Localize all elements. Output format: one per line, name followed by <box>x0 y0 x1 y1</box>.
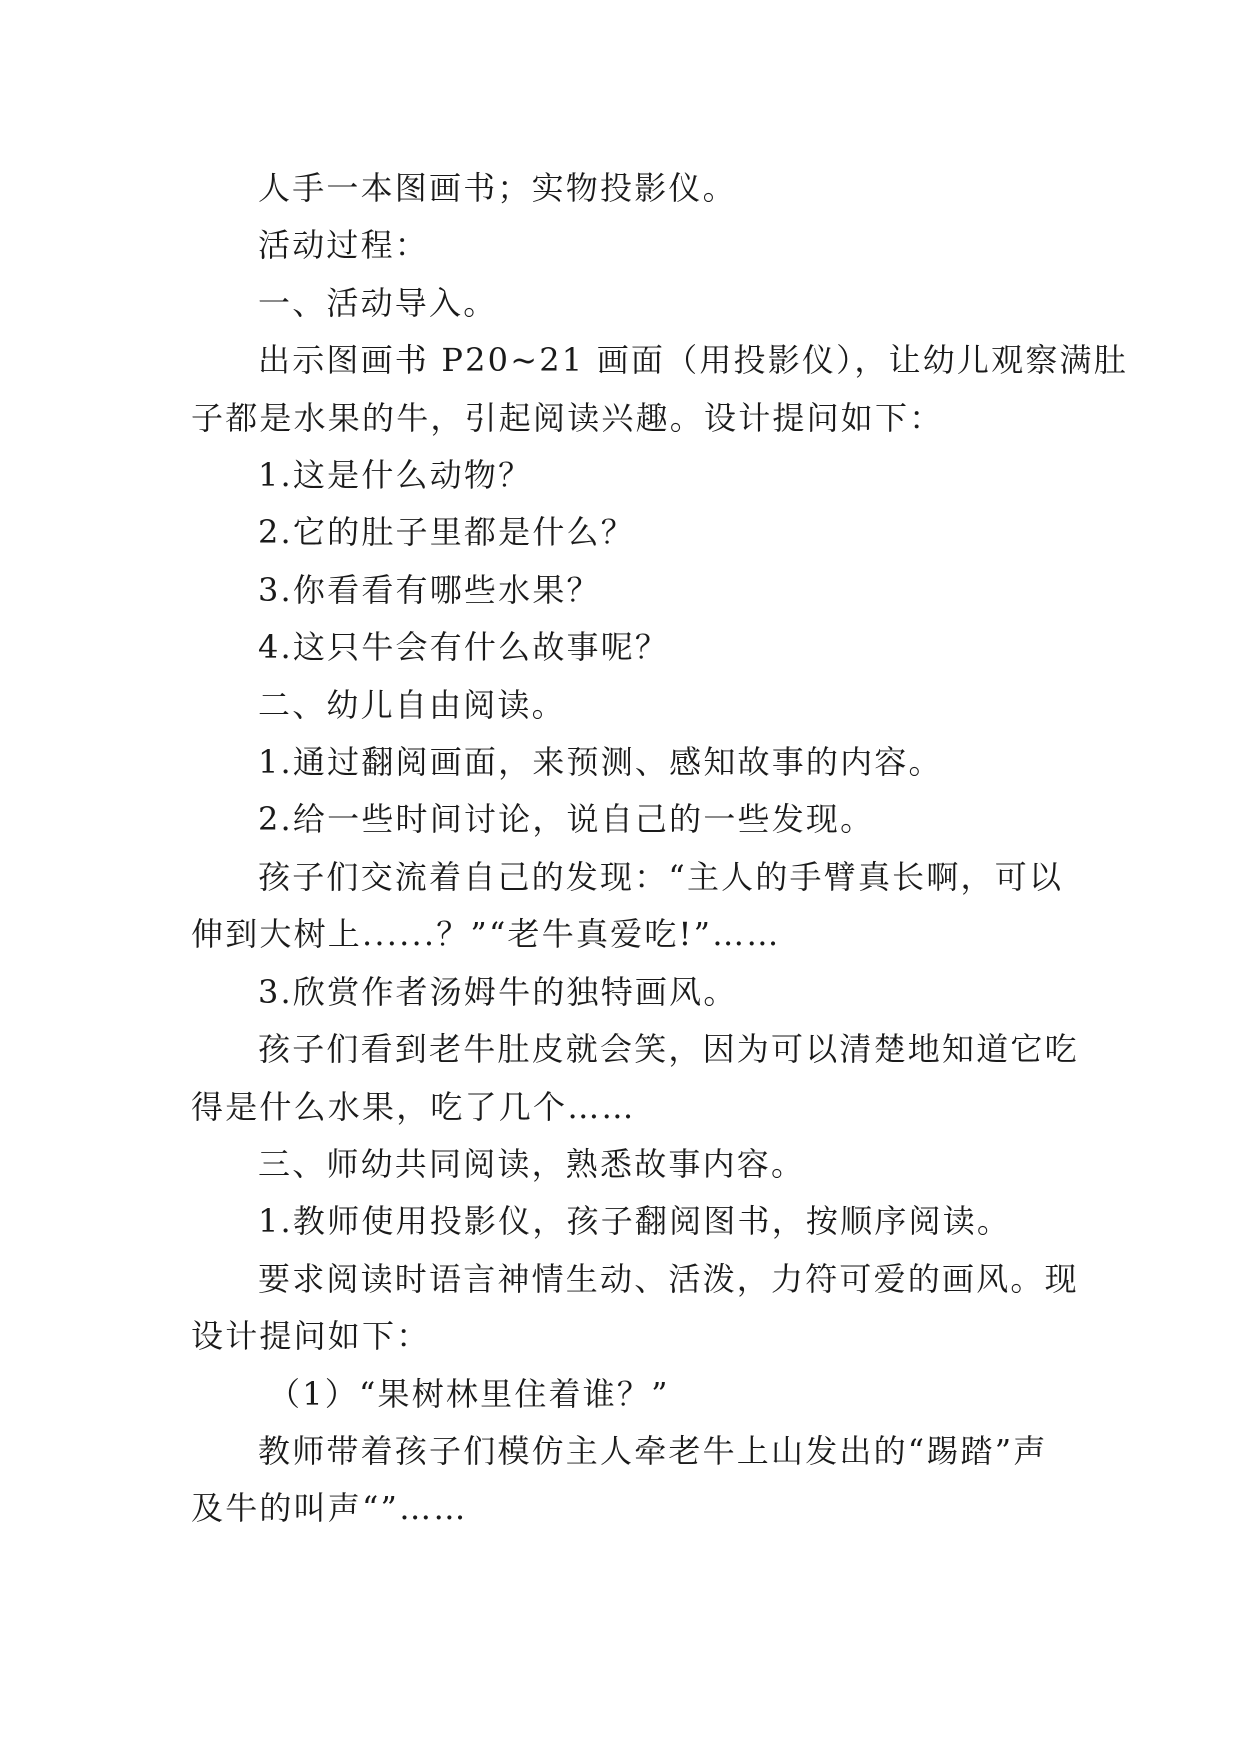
paragraph-line: 伸到大树上......？”“老牛真爱吃!”…… <box>191 915 781 954</box>
paragraph-line: 三、师幼共同阅读，熟悉故事内容。 <box>258 1144 806 1183</box>
paragraph-line: 出示图画书 P20~21 画面（用投影仪），让幼儿观察满肚 <box>258 341 1128 380</box>
paragraph-line: 活动过程： <box>258 226 430 265</box>
paragraph-line: 得是什么水果，吃了几个…… <box>191 1087 636 1126</box>
paragraph-line: 1.通过翻阅画面，来预测、感知故事的内容。 <box>258 743 943 782</box>
paragraph-line: 2.它的肚子里都是什么？ <box>258 513 635 552</box>
paragraph-line: 二、幼儿自由阅读。 <box>258 685 566 724</box>
paragraph-line: 孩子们交流着自己的发现：“主人的手臂真长啊，可以 <box>258 857 1064 896</box>
paragraph-line: （1）“果树林里住着谁？” <box>268 1374 670 1413</box>
paragraph-line: 子都是水果的牛，引起阅读兴趣。设计提问如下： <box>191 398 944 437</box>
document-body <box>191 160 1128 1538</box>
paragraph-line: 1.这是什么动物？ <box>258 456 533 495</box>
paragraph-line: 3.你看看有哪些水果？ <box>258 570 601 609</box>
paragraph-line: 及牛的叫声“”…… <box>191 1489 468 1528</box>
paragraph-line: 4.这只牛会有什么故事呢？ <box>258 628 670 667</box>
paragraph-line: 1.教师使用投影仪，孩子翻阅图书，按顺序阅读。 <box>258 1202 1012 1241</box>
paragraph-line: 教师带着孩子们模仿主人牵老牛上山发出的“踢踏”声 <box>258 1431 1048 1470</box>
paragraph-line: 孩子们看到老牛肚皮就会笑，因为可以清楚地知道它吃 <box>258 1030 1079 1069</box>
paragraph-line: 要求阅读时语言神情生动、活泼，力符可爱的画风。现 <box>258 1259 1079 1298</box>
paragraph-line: 人手一本图画书；实物投影仪。 <box>258 169 737 207</box>
paragraph-line: 2.给一些时间讨论，说自己的一些发现。 <box>258 800 875 839</box>
paragraph-line: 设计提问如下： <box>191 1317 431 1356</box>
paragraph-line: 一、活动导入。 <box>258 283 498 322</box>
paragraph-line: 3.欣赏作者汤姆牛的独特画风。 <box>258 972 738 1011</box>
